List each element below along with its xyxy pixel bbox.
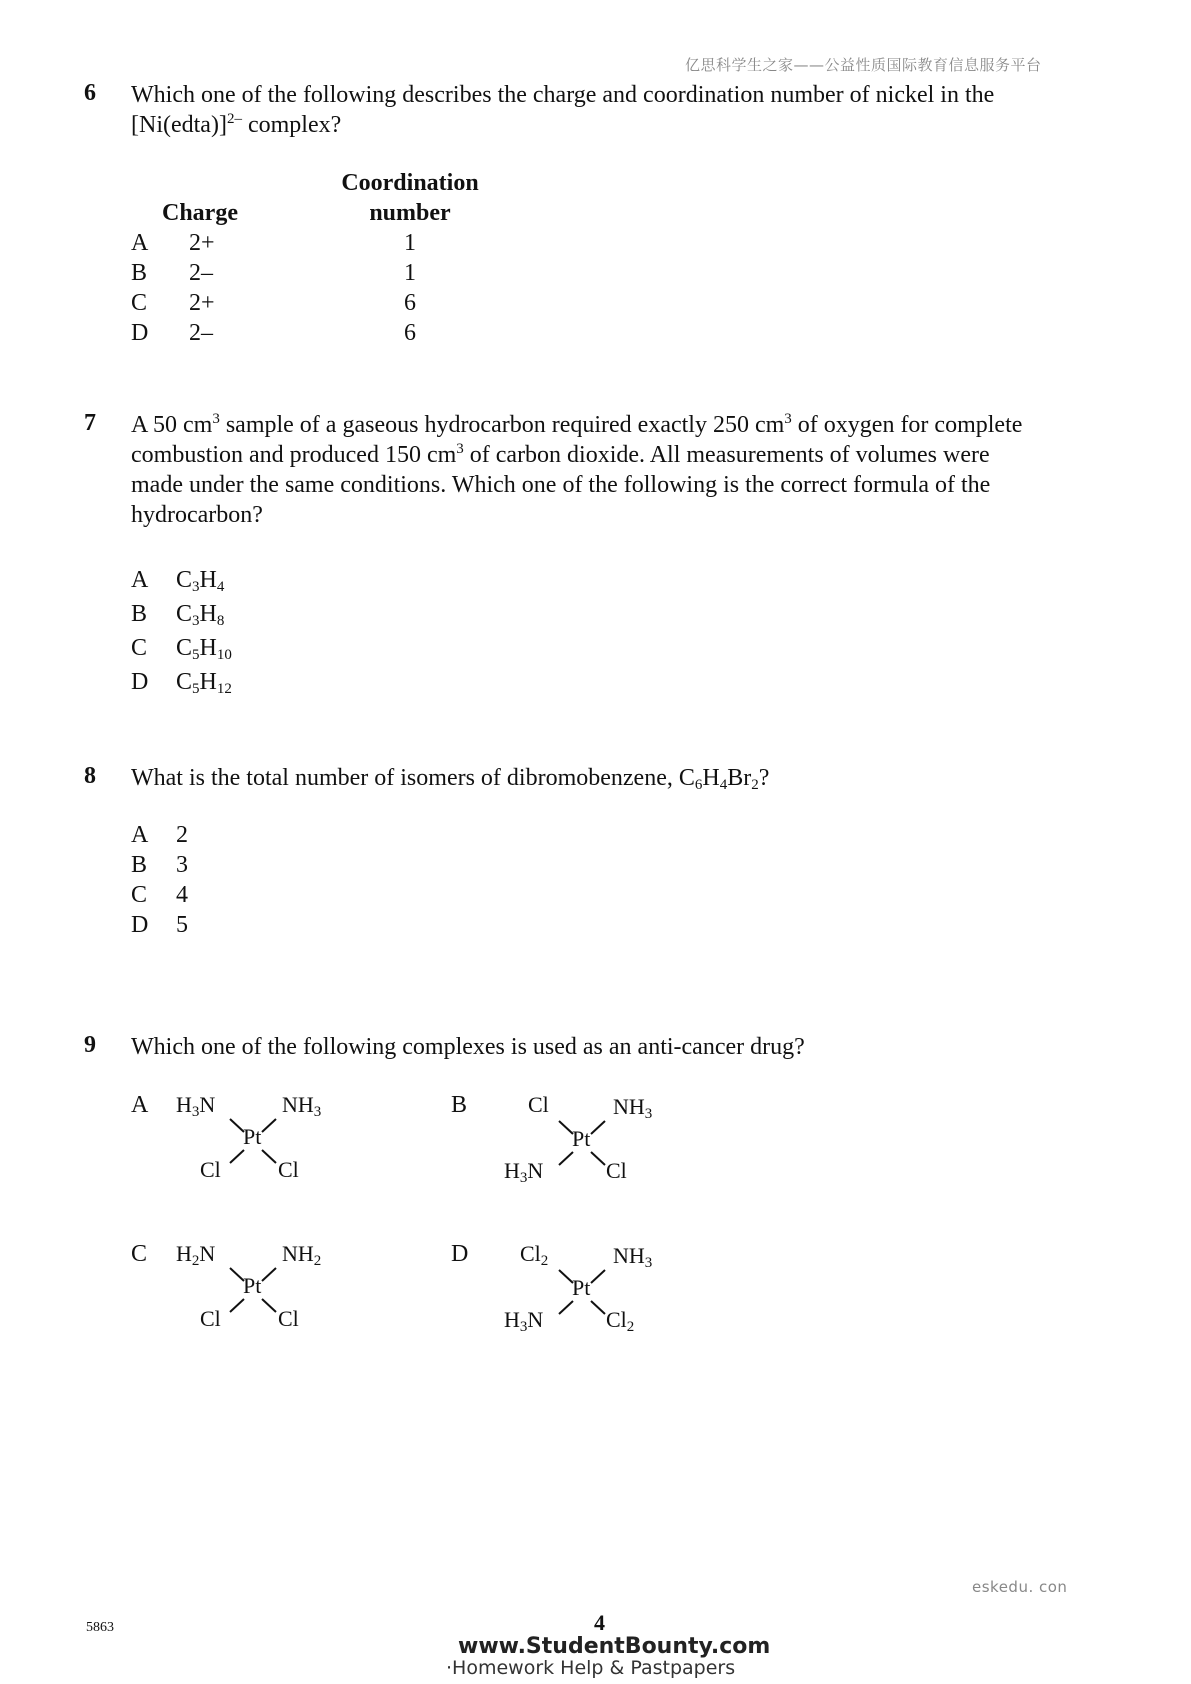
q8-option-value: 2 <box>176 822 188 848</box>
formula-c: C <box>176 567 193 593</box>
ligand-bottom-left <box>504 1307 543 1333</box>
ligand-part: NH <box>613 1243 645 1268</box>
ligand-part: H <box>504 1307 520 1332</box>
q7-line3: made under the same conditions. Which one of the following is the correct formula of the <box>131 472 991 498</box>
q6-text-line2: complex? <box>241 112 342 138</box>
q6-row-charge: 2+ <box>189 230 215 256</box>
formula-h-sub: 8 <box>216 613 225 629</box>
q7-line1-b: sample of a gaseous hydrocarbon required exactly 250 cm <box>219 412 785 438</box>
q7-line2-a: combustion and produced 150 cm <box>131 442 457 468</box>
q7-option-formula <box>176 669 232 696</box>
ligand-sub: 3 <box>644 1106 653 1122</box>
q7-line1-sup1: 3 <box>212 411 220 427</box>
q6-formula: [Ni(edta)] <box>131 112 227 138</box>
ligand-top-left <box>176 1092 215 1118</box>
question-8-number: 8 <box>84 763 96 789</box>
q8-text-d: ? <box>758 765 770 791</box>
bond-lines <box>549 1266 619 1318</box>
ligand-part: H <box>176 1092 192 1117</box>
ligand-part: Cl <box>520 1241 541 1266</box>
header-note: 亿思科学生之家——公益性质国际教育信息服务平台 <box>685 56 1042 74</box>
formula-h-sub: 12 <box>216 681 232 697</box>
q6-row-charge: 2+ <box>189 290 215 316</box>
ligand-sub: 3 <box>644 1255 653 1271</box>
formula-c: C <box>176 601 193 627</box>
q6-header-number: number <box>369 200 451 226</box>
ligand-part: NH <box>613 1094 645 1119</box>
q8-option-letter: D <box>131 912 149 938</box>
q6-row-letter: B <box>131 260 148 286</box>
question-9-text: Which one of the following complexes is used as an anti-cancer drug? <box>131 1034 805 1060</box>
ligand-part: H <box>504 1158 520 1183</box>
q6-row-letter: C <box>131 290 148 316</box>
ligand-part: NH <box>282 1092 314 1117</box>
q6-row-coord: 6 <box>404 290 416 316</box>
ligand-part: N <box>199 1092 216 1117</box>
ligand-sub: 2 <box>191 1253 200 1269</box>
q8-sub1: 6 <box>694 777 703 793</box>
q7-line1-sup2: 3 <box>784 411 792 427</box>
q7-option-letter: D <box>131 669 149 695</box>
ligand-top-left <box>176 1241 215 1267</box>
paper-code: 5863 <box>86 1620 114 1635</box>
q8-text-c: Br <box>727 765 752 791</box>
question-7-number: 7 <box>84 410 96 436</box>
platinum-center: Pt <box>243 1124 262 1149</box>
q8-option-value: 4 <box>176 882 188 908</box>
q8-option-letter: A <box>131 822 149 848</box>
ligand-bottom-left: Cl <box>200 1157 221 1182</box>
q6-text-line1: Which one of the following describes the charge and coordination number of nickel in the <box>131 82 995 108</box>
ligand-sub: 3 <box>191 1104 200 1120</box>
platinum-center: Pt <box>572 1275 591 1300</box>
formula-c-sub: 3 <box>192 579 200 595</box>
formula-h: H <box>199 601 217 627</box>
formula-h: H <box>199 567 217 593</box>
formula-h-sub: 4 <box>216 579 225 595</box>
q7-line2-b: of carbon dioxide. All measurements of volumes were <box>463 442 990 468</box>
q6-row-charge: 2– <box>189 320 213 346</box>
question-7-text <box>131 410 1121 530</box>
q8-text-a: What is the total number of isomers of dibromobenzene, C <box>131 765 695 791</box>
q7-line4: hydrocarbon? <box>131 502 263 528</box>
question-9-number: 9 <box>84 1032 96 1058</box>
q6-row-coord: 1 <box>404 260 416 286</box>
q6-header-charge: Charge <box>162 200 238 226</box>
q8-option-letter: B <box>131 852 148 878</box>
question-8-text <box>131 763 769 793</box>
ligand-part: N <box>527 1307 544 1332</box>
q9-structure-letter: A <box>131 1092 149 1118</box>
bond-lines <box>549 1117 619 1169</box>
ligand-top-left <box>520 1241 548 1267</box>
platinum-center: Pt <box>243 1273 262 1298</box>
bond-lines <box>220 1115 290 1167</box>
q8-option-value: 5 <box>176 912 188 938</box>
bond-lines <box>220 1264 290 1316</box>
formula-c: C <box>176 669 193 695</box>
q8-option-letter: C <box>131 882 148 908</box>
studentbounty-tagline: ·Homework Help & Pastpapers <box>446 1657 736 1679</box>
ligand-part: N <box>527 1158 544 1183</box>
ligand-top-left: Cl <box>528 1092 549 1117</box>
q8-sub3: 2 <box>751 777 759 793</box>
q7-option-formula <box>176 601 224 628</box>
ligand-part: Cl <box>606 1307 627 1332</box>
q8-option-value: 3 <box>176 852 188 878</box>
formula-h-sub: 10 <box>216 647 232 663</box>
q9-structure-letter: C <box>131 1241 148 1267</box>
page-number: 4 <box>594 1610 605 1635</box>
q7-line2-sup: 3 <box>456 441 464 457</box>
q6-formula-charge: 2– <box>226 111 242 127</box>
ligand-bottom-left <box>504 1158 543 1184</box>
q8-text-b: H <box>702 765 720 791</box>
q7-option-letter: A <box>131 567 149 593</box>
studentbounty-link[interactable]: www.StudentBounty.com <box>458 1634 771 1659</box>
formula-c-sub: 5 <box>192 681 200 697</box>
ligand-part: NH <box>282 1241 314 1266</box>
q9-structure-letter: D <box>451 1241 469 1267</box>
q7-option-letter: C <box>131 635 148 661</box>
ligand-sub: 2 <box>313 1253 322 1269</box>
ligand-sub: 3 <box>519 1319 528 1335</box>
ligand-sub: 3 <box>313 1104 322 1120</box>
q7-option-formula <box>176 567 224 594</box>
q7-line1-c: of oxygen for complete <box>791 412 1023 438</box>
ligand-bottom-right: Cl <box>278 1306 299 1331</box>
q7-option-letter: B <box>131 601 148 627</box>
ligand-bottom-right: Cl <box>278 1157 299 1182</box>
ligand-sub: 2 <box>626 1319 635 1335</box>
question-6-number: 6 <box>84 80 96 106</box>
q6-row-letter: D <box>131 320 149 346</box>
q8-sub2: 4 <box>719 777 728 793</box>
q6-row-coord: 1 <box>404 230 416 256</box>
formula-c: C <box>176 635 193 661</box>
q7-line1-a: A 50 cm <box>131 412 213 438</box>
q6-row-coord: 6 <box>404 320 416 346</box>
ligand-sub: 3 <box>519 1170 528 1186</box>
formula-c-sub: 5 <box>192 647 200 663</box>
formula-h: H <box>199 669 217 695</box>
question-6-text <box>131 80 1091 140</box>
ligand-bottom-right: Cl <box>606 1158 627 1183</box>
q6-header-coordination: Coordination <box>341 170 479 196</box>
site-watermark: eskedu. con <box>972 1578 1068 1596</box>
formula-c-sub: 3 <box>192 613 200 629</box>
ligand-part: N <box>199 1241 216 1266</box>
q6-row-letter: A <box>131 230 149 256</box>
ligand-part: H <box>176 1241 192 1266</box>
q9-structure-letter: B <box>451 1092 468 1118</box>
platinum-center: Pt <box>572 1126 591 1151</box>
formula-h: H <box>199 635 217 661</box>
ligand-bottom-left: Cl <box>200 1306 221 1331</box>
ligand-sub: 2 <box>540 1253 549 1269</box>
q7-option-formula <box>176 635 232 662</box>
q6-row-charge: 2– <box>189 260 213 286</box>
